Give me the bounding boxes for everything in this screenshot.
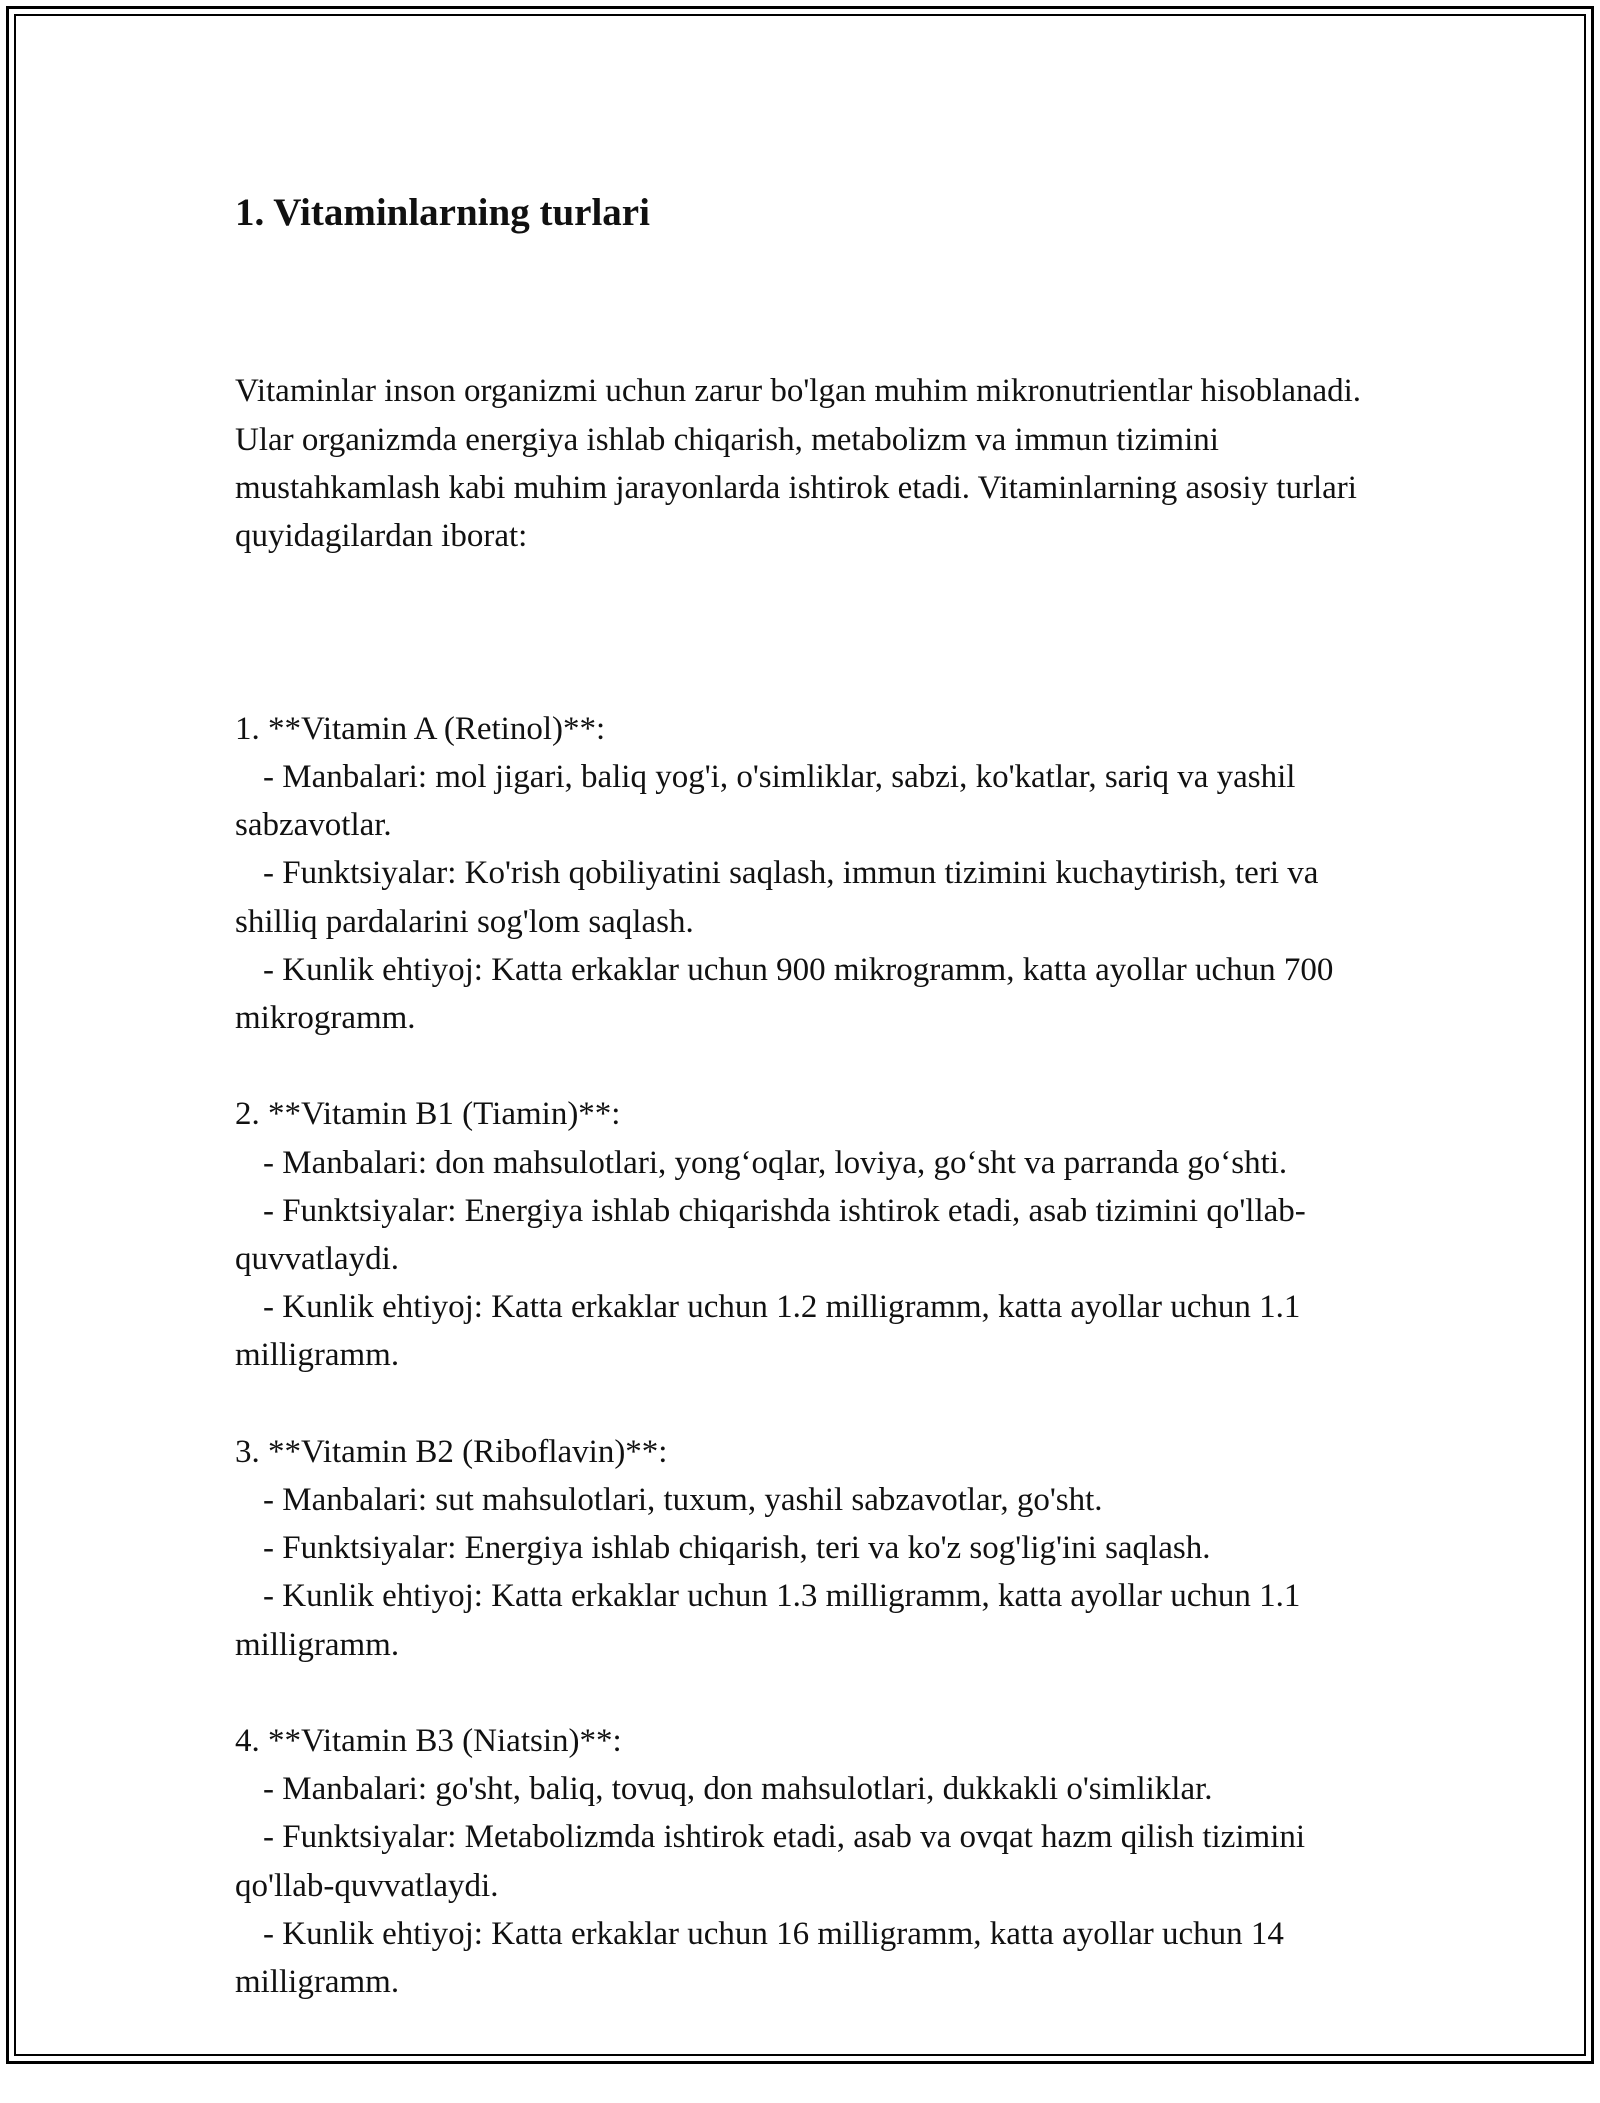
- vitamin-heading: 4. **Vitamin B3 (Niatsin)**:: [235, 1723, 622, 1760]
- document-page: [235, 185, 1385, 2103]
- vitamin-item: [235, 1090, 1385, 1379]
- vitamin-detail-text: - Manbalari: go'sht, baliq, tovuq, don mahsulotlari, dukkakli o'simliklar.: [263, 1771, 1213, 1808]
- vitamin-detail-line: [235, 1813, 1385, 1909]
- vitamin-detail-line: [235, 1765, 1385, 1813]
- vitamin-detail-text: - Kunlik ehtiyoj: Katta erkaklar uchun 1.3 milligramm, katta ayollar uchun 1.1 milligramm.: [235, 1578, 1309, 1663]
- vitamin-detail-text: - Manbalari: mol jigari, baliq yog'i, o'simliklar, sabzi, ko'katlar, sariq va yashil sabzavotlar.: [235, 759, 1304, 844]
- vitamin-detail-text: - Funktsiyalar: Ko'rish qobiliyatini saqlash, immun tizimini kuchaytirish, teri va shilliq pardalarini sog'lom saqlash.: [235, 855, 1327, 940]
- vitamin-detail-line: [235, 1524, 1385, 1572]
- section-title: 1. Vitaminlarning turlari: [235, 191, 650, 234]
- vitamin-detail-text: - Kunlik ehtiyoj: Katta erkaklar uchun 1.2 milligramm, katta ayollar uchun 1.1 milligramm.: [235, 1289, 1309, 1374]
- vitamin-detail-text: - Manbalari: don mahsulotlari, yong‘oqlar, loviya, go‘sht va parranda go‘shti.: [263, 1144, 1288, 1181]
- vitamin-heading: 1. **Vitamin A (Retinol)**:: [235, 710, 606, 747]
- vitamin-detail-text: - Funktsiyalar: Energiya ishlab chiqarish, teri va ko'z sog'lig'ini saqlash.: [263, 1530, 1211, 1567]
- vitamin-detail-line: [235, 946, 1385, 1042]
- vitamin-detail-line: [235, 1910, 1385, 2006]
- blank-line: [235, 657, 1385, 705]
- blank-line: [235, 1669, 1385, 1717]
- vitamin-detail-line: [235, 753, 1385, 849]
- vitamin-heading: 2. **Vitamin B1 (Tiamin)**:: [235, 1096, 621, 1133]
- vitamin-detail-line: [235, 1572, 1385, 1668]
- vitamin-detail-text: - Manbalari: sut mahsulotlari, tuxum, yashil sabzavotlar, go'sht.: [263, 1482, 1103, 1519]
- vitamin-detail-text: - Kunlik ehtiyoj: Katta erkaklar uchun 900 mikrogramm, katta ayollar uchun 700 mikrogramm.: [235, 951, 1342, 1037]
- blank-line: [235, 1042, 1385, 1090]
- vitamin-detail-text: - Kunlik ehtiyoj: Katta erkaklar uchun 16 milligramm, katta ayollar uchun 14 milligramm.: [235, 1915, 1293, 2001]
- vitamin-detail-line: [235, 1187, 1385, 1283]
- vitamin-item: [235, 1428, 1385, 1669]
- vitamin-detail-line: [235, 849, 1385, 945]
- vitamin-detail-text: - Funktsiyalar: Energiya ishlab chiqarishda ishtirok etadi, asab tizimini qo'llab-quvvatlaydi.: [235, 1192, 1306, 1278]
- vitamin-detail-line: [235, 1283, 1385, 1379]
- vitamin-heading: 3. **Vitamin B2 (Riboflavin)**:: [235, 1433, 668, 1470]
- vitamin-detail-line: [235, 1476, 1385, 1524]
- vitamin-list: [235, 657, 1385, 2007]
- blank-line: [235, 1380, 1385, 1428]
- vitamin-detail-line: [235, 1139, 1385, 1187]
- document-body: [235, 271, 1385, 2103]
- intro-paragraph: Vitaminlar inson organizmi uchun zarur bo'lgan muhim mikronutrientlar hisoblanadi. Ular organizmda energiya ishlab chiqarish, metabolizm va immun tizimini mustahkamlash kabi muhim jarayonlarda ishtirok etadi. Vitaminlarning asosiy turlari quyidagilardan iborat:: [235, 373, 1370, 555]
- vitamin-item: [235, 1717, 1385, 2006]
- vitamin-detail-text: - Funktsiyalar: Metabolizmda ishtirok etadi, asab va ovqat hazm qilish tizimini qo'llab-quvvatlaydi.: [235, 1819, 1314, 1904]
- vitamin-item: [235, 705, 1385, 1042]
